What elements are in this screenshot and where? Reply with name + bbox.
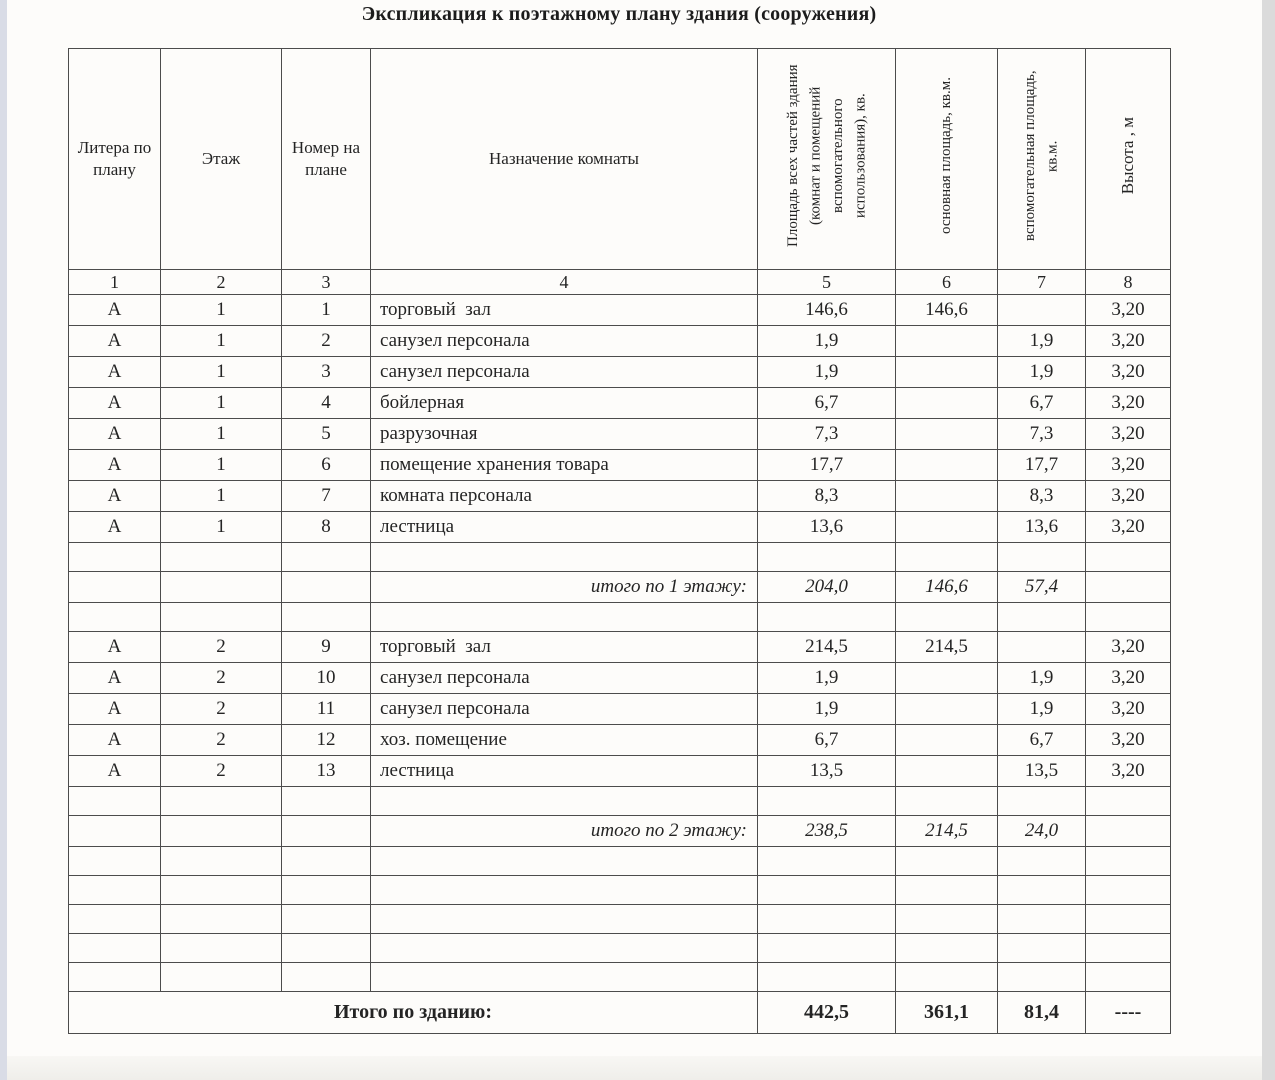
- empty-cell: [758, 934, 896, 963]
- empty-cell: [758, 876, 896, 905]
- cell-litera: А: [69, 419, 161, 450]
- empty-cell: [282, 847, 371, 876]
- column-number-row: [69, 270, 1171, 295]
- column-number: 7: [998, 270, 1086, 295]
- empty-cell: [161, 934, 282, 963]
- cell-height: 3,20: [1086, 419, 1171, 450]
- cell-number: 9: [282, 632, 371, 663]
- cell-floor: 1: [161, 481, 282, 512]
- empty-cell: [161, 847, 282, 876]
- page-title: Экспликация к поэтажному плану здания (сооружения): [361, 3, 877, 25]
- table-row: [69, 450, 1171, 481]
- table-row: [69, 357, 1171, 388]
- cell-height: 3,20: [1086, 388, 1171, 419]
- cell-number: 13: [282, 756, 371, 787]
- header-label-vertical: основная площадь, кв.м.: [938, 77, 955, 235]
- empty-cell: [371, 905, 758, 934]
- empty-cell: [371, 963, 758, 992]
- empty-cell: [282, 603, 371, 632]
- cell-number: 6: [282, 450, 371, 481]
- scan-edge-right: [1262, 0, 1275, 1080]
- cell-purpose: торговый зал: [371, 632, 758, 663]
- cell-aux-area: 1,9: [998, 326, 1086, 357]
- empty-cell: [1086, 603, 1171, 632]
- cell-height: 3,20: [1086, 632, 1171, 663]
- cell-litera: А: [69, 694, 161, 725]
- cell-floor: 2: [161, 725, 282, 756]
- header-label: Этаж: [201, 148, 241, 168]
- cell-litera: А: [69, 663, 161, 694]
- cell-total-area: 238,5: [758, 816, 896, 847]
- scan-bottom-shadow: [7, 1056, 1262, 1080]
- cell-total-area: 8,3: [758, 481, 896, 512]
- cell-number: 4: [282, 388, 371, 419]
- column-number: 8: [1086, 270, 1171, 295]
- cell-floor: 1: [161, 450, 282, 481]
- column-number: 5: [758, 270, 896, 295]
- cell-floor: 1: [161, 357, 282, 388]
- cell-purpose: санузел персонала: [371, 663, 758, 694]
- cell-total-area: 6,7: [758, 725, 896, 756]
- table-row: [69, 481, 1171, 512]
- empty-cell: [282, 543, 371, 572]
- cell-main-area: [896, 450, 998, 481]
- empty-cell: [758, 847, 896, 876]
- empty-cell: [758, 603, 896, 632]
- cell-main-area: [896, 756, 998, 787]
- cell-litera: А: [69, 725, 161, 756]
- empty-cell: [758, 787, 896, 816]
- header-cell-aux-area: [998, 49, 1086, 270]
- cell-number: [282, 572, 371, 603]
- cell-total-area: 214,5: [758, 632, 896, 663]
- cell-litera: А: [69, 357, 161, 388]
- subtotal-row: [69, 816, 1171, 847]
- empty-cell: [69, 847, 161, 876]
- empty-cell: [1086, 905, 1171, 934]
- empty-cell: [1086, 963, 1171, 992]
- cell-floor: 2: [161, 756, 282, 787]
- empty-row: [69, 847, 1171, 876]
- cell-aux-area: 7,3: [998, 419, 1086, 450]
- empty-cell: [282, 876, 371, 905]
- cell-purpose: санузел персонала: [371, 357, 758, 388]
- empty-row: [69, 963, 1171, 992]
- cell-main-area: [896, 357, 998, 388]
- cell-height: [1086, 572, 1171, 603]
- header-cell-litera: [69, 49, 161, 270]
- cell-aux-area: 8,3: [998, 481, 1086, 512]
- cell-number: 5: [282, 419, 371, 450]
- cell-litera: [69, 816, 161, 847]
- cell-number: 11: [282, 694, 371, 725]
- cell-total-area: 13,6: [758, 512, 896, 543]
- column-number: 2: [161, 270, 282, 295]
- cell-aux-area: 1,9: [998, 357, 1086, 388]
- cell-floor: 2: [161, 632, 282, 663]
- cell-purpose: бойлерная: [371, 388, 758, 419]
- cell-purpose: хоз. помещение: [371, 725, 758, 756]
- cell-number: 3: [282, 357, 371, 388]
- cell-floor: 1: [161, 388, 282, 419]
- cell-floor: 1: [161, 512, 282, 543]
- cell-floor: 2: [161, 694, 282, 725]
- cell-main-area: [896, 388, 998, 419]
- empty-cell: [161, 963, 282, 992]
- column-number: 6: [896, 270, 998, 295]
- cell-height: 3,20: [1086, 450, 1171, 481]
- empty-row: [69, 543, 1171, 572]
- empty-cell: [371, 876, 758, 905]
- subtotal-label: итого по 1 этажу:: [371, 572, 758, 603]
- cell-total-area: 204,0: [758, 572, 896, 603]
- header-cell-purpose: [371, 49, 758, 270]
- empty-cell: [69, 963, 161, 992]
- header-label-vertical: Высота , м: [1118, 117, 1138, 195]
- cell-height: 3,20: [1086, 357, 1171, 388]
- explication-table: [68, 48, 1171, 1034]
- cell-floor: [161, 816, 282, 847]
- empty-cell: [371, 847, 758, 876]
- empty-cell: [896, 876, 998, 905]
- cell-total-area: 1,9: [758, 326, 896, 357]
- table-row: [69, 388, 1171, 419]
- cell-purpose: санузел персонала: [371, 326, 758, 357]
- column-number: 1: [69, 270, 161, 295]
- cell-main-area: 214,5: [896, 632, 998, 663]
- empty-cell: [1086, 847, 1171, 876]
- cell-litera: А: [69, 756, 161, 787]
- explication-table-wrap: [68, 48, 1171, 1034]
- grand-row: [69, 992, 1171, 1034]
- cell-aux-area: 17,7: [998, 450, 1086, 481]
- cell-aux-area: 1,9: [998, 694, 1086, 725]
- cell-floor: 1: [161, 419, 282, 450]
- header-cell-total-area: [758, 49, 896, 270]
- empty-cell: [69, 603, 161, 632]
- table-row: [69, 663, 1171, 694]
- header-label-vertical: Площадь всех частей здания (комнат и помещений вспомогательного использования), кв.: [784, 64, 868, 248]
- header-cell-floor: [161, 49, 282, 270]
- cell-total-area: 442,5: [758, 992, 896, 1034]
- cell-litera: А: [69, 512, 161, 543]
- cell-aux-area: 6,7: [998, 388, 1086, 419]
- cell-number: 7: [282, 481, 371, 512]
- header-cell-main-area: [896, 49, 998, 270]
- empty-cell: [998, 787, 1086, 816]
- empty-cell: [371, 603, 758, 632]
- cell-height: 3,20: [1086, 663, 1171, 694]
- empty-cell: [282, 963, 371, 992]
- cell-total-area: 17,7: [758, 450, 896, 481]
- empty-cell: [758, 963, 896, 992]
- cell-total-area: 1,9: [758, 694, 896, 725]
- cell-litera: А: [69, 388, 161, 419]
- cell-purpose: торговый зал: [371, 295, 758, 326]
- empty-cell: [69, 934, 161, 963]
- cell-aux-area: 1,9: [998, 663, 1086, 694]
- column-number: 3: [282, 270, 371, 295]
- cell-aux-area: 13,6: [998, 512, 1086, 543]
- empty-cell: [896, 603, 998, 632]
- cell-main-area: [896, 419, 998, 450]
- table-row: [69, 326, 1171, 357]
- cell-litera: А: [69, 295, 161, 326]
- cell-aux-area: 57,4: [998, 572, 1086, 603]
- cell-litera: А: [69, 632, 161, 663]
- cell-floor: 1: [161, 326, 282, 357]
- subtotal-label: итого по 2 этажу:: [371, 816, 758, 847]
- table-row: [69, 756, 1171, 787]
- cell-aux-area: 81,4: [998, 992, 1086, 1034]
- table-row: [69, 694, 1171, 725]
- empty-cell: [758, 905, 896, 934]
- cell-purpose: лестница: [371, 756, 758, 787]
- cell-height: 3,20: [1086, 756, 1171, 787]
- column-number: 4: [371, 270, 758, 295]
- empty-cell: [282, 905, 371, 934]
- empty-cell: [998, 963, 1086, 992]
- empty-row: [69, 876, 1171, 905]
- cell-number: 1: [282, 295, 371, 326]
- cell-aux-area: [998, 295, 1086, 326]
- empty-cell: [161, 787, 282, 816]
- empty-cell: [371, 543, 758, 572]
- cell-purpose: помещение хранения товара: [371, 450, 758, 481]
- empty-cell: [896, 963, 998, 992]
- cell-aux-area: [998, 632, 1086, 663]
- empty-cell: [1086, 543, 1171, 572]
- cell-main-area: [896, 694, 998, 725]
- empty-row: [69, 934, 1171, 963]
- header-label: Номер на плане: [291, 137, 361, 179]
- cell-total-area: 6,7: [758, 388, 896, 419]
- empty-cell: [896, 905, 998, 934]
- cell-main-area: 214,5: [896, 816, 998, 847]
- empty-cell: [371, 934, 758, 963]
- empty-cell: [282, 787, 371, 816]
- cell-main-area: 146,6: [896, 572, 998, 603]
- cell-main-area: [896, 663, 998, 694]
- cell-aux-area: 13,5: [998, 756, 1086, 787]
- cell-purpose: лестница: [371, 512, 758, 543]
- empty-cell: [998, 876, 1086, 905]
- table-row: [69, 725, 1171, 756]
- cell-floor: 2: [161, 663, 282, 694]
- empty-cell: [69, 905, 161, 934]
- empty-cell: [371, 787, 758, 816]
- cell-main-area: [896, 481, 998, 512]
- empty-cell: [998, 934, 1086, 963]
- header-cell-number: [282, 49, 371, 270]
- cell-total-area: 13,5: [758, 756, 896, 787]
- cell-floor: 1: [161, 295, 282, 326]
- empty-cell: [1086, 934, 1171, 963]
- empty-cell: [896, 847, 998, 876]
- cell-total-area: 1,9: [758, 357, 896, 388]
- empty-row: [69, 787, 1171, 816]
- cell-height: 3,20: [1086, 295, 1171, 326]
- empty-row: [69, 905, 1171, 934]
- empty-cell: [69, 787, 161, 816]
- header-label: Назначение комнаты: [489, 148, 639, 168]
- cell-main-area: 361,1: [896, 992, 998, 1034]
- cell-total-area: 7,3: [758, 419, 896, 450]
- cell-main-area: [896, 326, 998, 357]
- header-row: [69, 49, 1171, 270]
- cell-number: 8: [282, 512, 371, 543]
- empty-cell: [69, 876, 161, 905]
- header-label: Литера по плану: [77, 137, 152, 179]
- table-row: [69, 512, 1171, 543]
- cell-height: [1086, 816, 1171, 847]
- empty-cell: [896, 543, 998, 572]
- empty-cell: [998, 905, 1086, 934]
- cell-height: 3,20: [1086, 512, 1171, 543]
- table-body: [69, 295, 1171, 1034]
- table-row: [69, 295, 1171, 326]
- empty-cell: [896, 787, 998, 816]
- empty-cell: [282, 934, 371, 963]
- grand-total-label: Итого по зданию:: [69, 992, 758, 1034]
- empty-cell: [896, 934, 998, 963]
- cell-main-area: [896, 725, 998, 756]
- cell-number: [282, 816, 371, 847]
- cell-litera: А: [69, 481, 161, 512]
- empty-cell: [998, 847, 1086, 876]
- cell-number: 12: [282, 725, 371, 756]
- header-cell-height: [1086, 49, 1171, 270]
- header-label-vertical: вспомогательная площадь, кв.м.: [1022, 70, 1061, 242]
- cell-purpose: разрузочная: [371, 419, 758, 450]
- empty-cell: [758, 543, 896, 572]
- empty-cell: [161, 603, 282, 632]
- cell-aux-area: 6,7: [998, 725, 1086, 756]
- table-row: [69, 632, 1171, 663]
- table-row: [69, 419, 1171, 450]
- empty-cell: [161, 543, 282, 572]
- cell-purpose: комната персонала: [371, 481, 758, 512]
- empty-cell: [69, 543, 161, 572]
- cell-height: 3,20: [1086, 694, 1171, 725]
- scan-edge-left: [0, 0, 7, 1080]
- cell-height: 3,20: [1086, 481, 1171, 512]
- empty-cell: [161, 905, 282, 934]
- empty-cell: [1086, 876, 1171, 905]
- cell-litera: [69, 572, 161, 603]
- empty-cell: [1086, 787, 1171, 816]
- cell-height: ----: [1086, 992, 1171, 1034]
- cell-floor: [161, 572, 282, 603]
- subtotal-row: [69, 572, 1171, 603]
- cell-height: 3,20: [1086, 326, 1171, 357]
- cell-total-area: 1,9: [758, 663, 896, 694]
- cell-main-area: 146,6: [896, 295, 998, 326]
- cell-total-area: 146,6: [758, 295, 896, 326]
- cell-height: 3,20: [1086, 725, 1171, 756]
- cell-purpose: санузел персонала: [371, 694, 758, 725]
- empty-cell: [998, 603, 1086, 632]
- cell-aux-area: 24,0: [998, 816, 1086, 847]
- cell-litera: А: [69, 450, 161, 481]
- empty-cell: [998, 543, 1086, 572]
- cell-main-area: [896, 512, 998, 543]
- empty-cell: [161, 876, 282, 905]
- cell-litera: А: [69, 326, 161, 357]
- empty-row: [69, 603, 1171, 632]
- cell-number: 2: [282, 326, 371, 357]
- cell-number: 10: [282, 663, 371, 694]
